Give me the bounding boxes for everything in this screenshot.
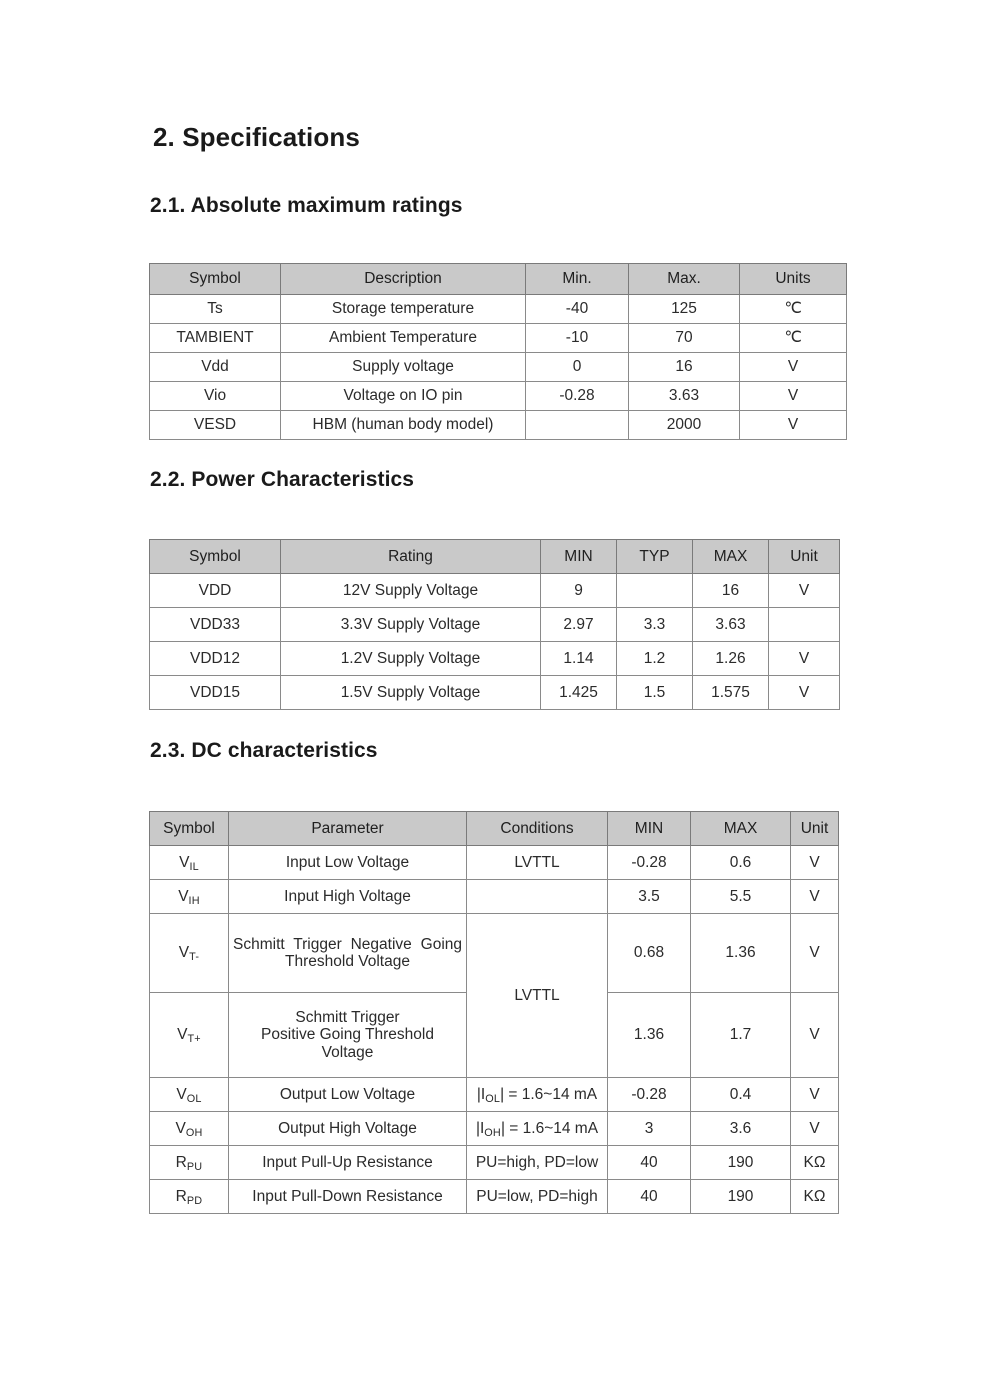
column-header-rating: Rating bbox=[281, 540, 541, 574]
cell-unit: V bbox=[791, 993, 839, 1078]
cell-max: 3.63 bbox=[693, 608, 769, 642]
cell-min: 1.36 bbox=[608, 993, 691, 1078]
table-row bbox=[150, 1180, 839, 1214]
cell-max: 190 bbox=[691, 1180, 791, 1214]
table-power-characteristics bbox=[149, 539, 840, 710]
cell-parameter bbox=[229, 914, 467, 993]
cell-conditions: LVTTL bbox=[467, 846, 608, 880]
cell-conditions bbox=[467, 1112, 608, 1146]
cell-description: Supply voltage bbox=[281, 353, 526, 382]
symbol-subscript: IH bbox=[188, 894, 200, 907]
cell-max: 125 bbox=[629, 295, 740, 324]
table-row bbox=[150, 1146, 839, 1180]
cell-max: 1.26 bbox=[693, 642, 769, 676]
cell-symbol: VDD15 bbox=[150, 676, 281, 710]
cell-parameter: Output High Voltage bbox=[229, 1112, 467, 1146]
cell-max: 16 bbox=[693, 574, 769, 608]
column-header-conditions: Conditions bbox=[467, 812, 608, 846]
cell-symbol: Vdd bbox=[150, 353, 281, 382]
cell-units: V bbox=[740, 411, 847, 440]
section-heading-dc-characteristics: 2.3. DC characteristics bbox=[150, 739, 378, 762]
cell-max: 16 bbox=[629, 353, 740, 382]
cell-min bbox=[526, 411, 629, 440]
cell-conditions bbox=[467, 1078, 608, 1112]
cell-unit: V bbox=[791, 846, 839, 880]
parameter-line-2: Threshold Voltage bbox=[285, 953, 410, 970]
condition-subscript: OH bbox=[484, 1126, 501, 1139]
symbol-base: V bbox=[178, 944, 190, 962]
symbol-base: V bbox=[175, 1119, 186, 1137]
cell-symbol bbox=[150, 1112, 229, 1146]
cell-min: -10 bbox=[526, 324, 629, 353]
cell-units: V bbox=[740, 382, 847, 411]
column-header-max: MAX bbox=[693, 540, 769, 574]
table-row bbox=[150, 324, 847, 353]
column-header-symbol: Symbol bbox=[150, 812, 229, 846]
cell-parameter: Output Low Voltage bbox=[229, 1078, 467, 1112]
cell-min: 40 bbox=[608, 1146, 691, 1180]
column-header-unit: Unit bbox=[791, 812, 839, 846]
cell-typ: 1.2 bbox=[617, 642, 693, 676]
parameter-line-2: Positive Going Threshold bbox=[261, 1026, 434, 1044]
parameter-line-3: Voltage bbox=[321, 1043, 374, 1061]
cell-symbol: TAMBIENT bbox=[150, 324, 281, 353]
symbol-base: V bbox=[176, 1085, 187, 1103]
table-header-row bbox=[150, 812, 839, 846]
cell-min: -0.28 bbox=[526, 382, 629, 411]
cell-typ: 1.5 bbox=[617, 676, 693, 710]
table-dc-characteristics bbox=[149, 811, 839, 1214]
table-row bbox=[150, 846, 839, 880]
cell-unit: V bbox=[769, 642, 840, 676]
cell-max: 0.4 bbox=[691, 1078, 791, 1112]
column-header-min: Min. bbox=[526, 264, 629, 295]
parameter-line-1: Schmitt Trigger bbox=[295, 1008, 400, 1026]
cell-symbol: VDD12 bbox=[150, 642, 281, 676]
symbol-base: V bbox=[179, 853, 190, 871]
cell-max: 1.7 bbox=[691, 993, 791, 1078]
page-title: 2. Specifications bbox=[153, 122, 360, 152]
cell-unit: V bbox=[769, 574, 840, 608]
table-row bbox=[150, 1112, 839, 1146]
cell-max: 3.6 bbox=[691, 1112, 791, 1146]
cell-min: 9 bbox=[541, 574, 617, 608]
cell-min: 1.425 bbox=[541, 676, 617, 710]
cell-rating: 12V Supply Voltage bbox=[281, 574, 541, 608]
cell-symbol: Ts bbox=[150, 295, 281, 324]
cell-max: 0.6 bbox=[691, 846, 791, 880]
column-header-min: MIN bbox=[541, 540, 617, 574]
column-header-min: MIN bbox=[608, 812, 691, 846]
condition-suffix: | = 1.6~14 mA bbox=[500, 1085, 598, 1103]
table-row bbox=[150, 411, 847, 440]
symbol-subscript: PU bbox=[186, 1160, 203, 1173]
cell-min: 2.97 bbox=[541, 608, 617, 642]
condition-prefix: |I bbox=[475, 1119, 485, 1137]
cell-conditions: PU=high, PD=low bbox=[467, 1146, 608, 1180]
symbol-base: V bbox=[177, 1026, 188, 1044]
cell-unit bbox=[769, 608, 840, 642]
cell-min: 3 bbox=[608, 1112, 691, 1146]
column-header-symbol: Symbol bbox=[150, 264, 281, 295]
cell-min: -40 bbox=[526, 295, 629, 324]
symbol-base: V bbox=[178, 887, 189, 905]
cell-unit: V bbox=[791, 1078, 839, 1112]
cell-typ bbox=[617, 574, 693, 608]
condition-subscript: OL bbox=[485, 1092, 501, 1105]
column-header-unit: Unit bbox=[769, 540, 840, 574]
cell-typ: 3.3 bbox=[617, 608, 693, 642]
cell-max: 1.575 bbox=[693, 676, 769, 710]
cell-max: 3.63 bbox=[629, 382, 740, 411]
table-row bbox=[150, 642, 840, 676]
cell-description: Voltage on IO pin bbox=[281, 382, 526, 411]
cell-conditions bbox=[467, 880, 608, 914]
cell-min: 3.5 bbox=[608, 880, 691, 914]
cell-min: 0.68 bbox=[608, 914, 691, 993]
cell-unit: KΩ bbox=[791, 1180, 839, 1214]
cell-min: 0 bbox=[526, 353, 629, 382]
symbol-subscript: T+ bbox=[187, 1033, 201, 1046]
cell-symbol bbox=[150, 993, 229, 1078]
column-header-parameter: Parameter bbox=[229, 812, 467, 846]
table-absolute-maximum-ratings bbox=[149, 263, 847, 440]
column-header-description: Description bbox=[281, 264, 526, 295]
cell-parameter bbox=[229, 993, 467, 1078]
parameter-line-1: Schmitt Trigger Negative Going bbox=[233, 935, 462, 953]
cell-min: 1.14 bbox=[541, 642, 617, 676]
cell-min: -0.28 bbox=[608, 1078, 691, 1112]
cell-parameter: Input High Voltage bbox=[229, 880, 467, 914]
symbol-subscript: IL bbox=[189, 860, 199, 873]
cell-symbol bbox=[150, 1078, 229, 1112]
cell-unit: V bbox=[791, 880, 839, 914]
cell-symbol: Vio bbox=[150, 382, 281, 411]
cell-unit: V bbox=[791, 1112, 839, 1146]
section-heading-absolute-maximum-ratings: 2.1. Absolute maximum ratings bbox=[150, 194, 463, 217]
symbol-base: R bbox=[175, 1187, 187, 1205]
symbol-subscript: OH bbox=[185, 1126, 203, 1139]
cell-units: V bbox=[740, 353, 847, 382]
symbol-subscript: T- bbox=[189, 951, 200, 964]
cell-description: HBM (human body model) bbox=[281, 411, 526, 440]
cell-parameter: Input Low Voltage bbox=[229, 846, 467, 880]
cell-symbol: VESD bbox=[150, 411, 281, 440]
cell-parameter: Input Pull-Down Resistance bbox=[229, 1180, 467, 1214]
cell-rating: 1.2V Supply Voltage bbox=[281, 642, 541, 676]
cell-symbol: VDD bbox=[150, 574, 281, 608]
cell-description: Ambient Temperature bbox=[281, 324, 526, 353]
cell-conditions-merged: LVTTL bbox=[467, 914, 608, 1078]
symbol-subscript: OL bbox=[186, 1092, 202, 1105]
cell-rating: 3.3V Supply Voltage bbox=[281, 608, 541, 642]
cell-units: ℃ bbox=[740, 295, 847, 324]
table-row bbox=[150, 608, 840, 642]
condition-prefix: |I bbox=[476, 1085, 486, 1103]
column-header-units: Units bbox=[740, 264, 847, 295]
cell-max: 70 bbox=[629, 324, 740, 353]
table-row bbox=[150, 880, 839, 914]
symbol-base: R bbox=[175, 1153, 187, 1171]
condition-suffix: | = 1.6~14 mA bbox=[500, 1119, 599, 1137]
table-row bbox=[150, 353, 847, 382]
table-row bbox=[150, 295, 847, 324]
section-heading-power-characteristics: 2.2. Power Characteristics bbox=[150, 468, 415, 491]
cell-rating: 1.5V Supply Voltage bbox=[281, 676, 541, 710]
column-header-symbol: Symbol bbox=[150, 540, 281, 574]
cell-conditions: PU=low, PD=high bbox=[467, 1180, 608, 1214]
cell-max: 5.5 bbox=[691, 880, 791, 914]
table-row bbox=[150, 382, 847, 411]
column-header-max: MAX bbox=[691, 812, 791, 846]
table-header-row bbox=[150, 540, 840, 574]
cell-parameter: Input Pull-Up Resistance bbox=[229, 1146, 467, 1180]
table-header-row bbox=[150, 264, 847, 295]
cell-min: 40 bbox=[608, 1180, 691, 1214]
cell-max: 2000 bbox=[629, 411, 740, 440]
table-row bbox=[150, 676, 840, 710]
cell-unit: V bbox=[769, 676, 840, 710]
cell-max: 190 bbox=[691, 1146, 791, 1180]
cell-max: 1.36 bbox=[691, 914, 791, 993]
column-header-typ: TYP bbox=[617, 540, 693, 574]
cell-symbol bbox=[150, 1180, 229, 1214]
cell-symbol bbox=[150, 914, 229, 993]
cell-unit: KΩ bbox=[791, 1146, 839, 1180]
cell-description: Storage temperature bbox=[281, 295, 526, 324]
cell-min: -0.28 bbox=[608, 846, 691, 880]
table-row bbox=[150, 574, 840, 608]
cell-units: ℃ bbox=[740, 324, 847, 353]
cell-symbol bbox=[150, 880, 229, 914]
cell-symbol bbox=[150, 1146, 229, 1180]
table-row bbox=[150, 1078, 839, 1112]
table-row bbox=[150, 914, 839, 993]
cell-symbol: VDD33 bbox=[150, 608, 281, 642]
cell-unit: V bbox=[791, 914, 839, 993]
cell-symbol bbox=[150, 846, 229, 880]
column-header-max: Max. bbox=[629, 264, 740, 295]
symbol-subscript: PD bbox=[186, 1194, 203, 1207]
